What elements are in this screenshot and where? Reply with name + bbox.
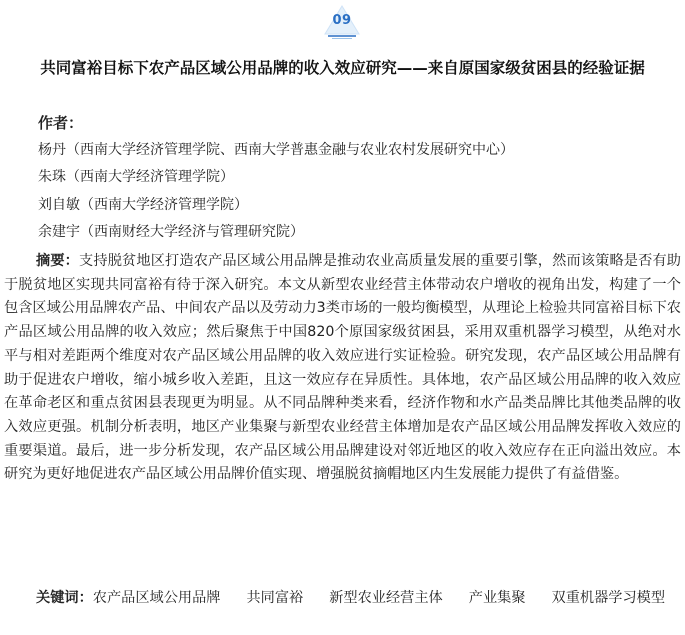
author-line: 余建宇（西南财经大学经济与管理研究院） [38,224,304,240]
keywords-paragraph [4,587,681,611]
author-line: 杨丹（西南大学经济管理学院、西南大学普惠金融与农业农村发展研究中心） [38,142,514,158]
keyword: 农产品区域公用品牌 [92,590,221,606]
keyword: 共同富裕 [246,590,304,606]
keywords-label: 关键词： [36,590,93,606]
keyword: 新型农业经营主体 [329,590,443,606]
keyword: 双重机器学习模型 [551,590,666,606]
authors-label: 作者： [38,114,84,132]
article-number-badge [322,4,362,40]
article-number: 09 [332,13,352,28]
abstract-paragraph [4,250,681,487]
abstract-text: 支持脱贫地区打造农产品区域公用品牌是推动农业高质量发展的重要引擎，然而该策略是否有助于脱贫地区实现共同富裕有待于深入研究。本文从新型农业经营主体带动农户增收的视角出发，构建了一个包含区域公用品牌农产品、中间农产品以及劳动力3类市场的一般均衡模型，从理论上检验共同富裕目标下农产品区域公用品牌的收入效应；然后聚焦于中国820个原国家级贫困县，采用双重机器学习模型，从绝对水平与相对差距两个维度对农产品区域公用品牌的收入效应进行实证检验。研究发现，农产品区域公用品牌有助于促进农户增收，缩小城乡收入差距，且这一效应存在异质性。具体地，农产品区域公用品牌的收入效应在革命老区和重点贫困县表现更为明显。从不同品牌种类来看，经济作物和水产品类品牌比其他类品牌的收入效应更强。机制分析表明，地区产业集聚与新型农业经营主体增加是农产品区域公用品牌发挥收入效应的重要渠道。最后，进一步分析发现，农产品区域公用品牌建设对邻近地区的收入效应存在正向溢出效应。本研究为更好地促进农产品区域公用品牌价值实现、增强脱贫摘帽地区内生发展能力提供了有益借鉴。 [4,253,681,483]
abstract-label: 摘要： [36,253,80,269]
keyword: 产业集聚 [468,590,526,606]
author-line: 朱珠（西南大学经济管理学院） [38,169,234,185]
author-line: 刘自敏（西南大学经济管理学院） [38,197,248,213]
article-title: 共同富裕目标下农产品区域公用品牌的收入效应研究——来自原国家级贫困县的经验证据 [40,59,645,77]
